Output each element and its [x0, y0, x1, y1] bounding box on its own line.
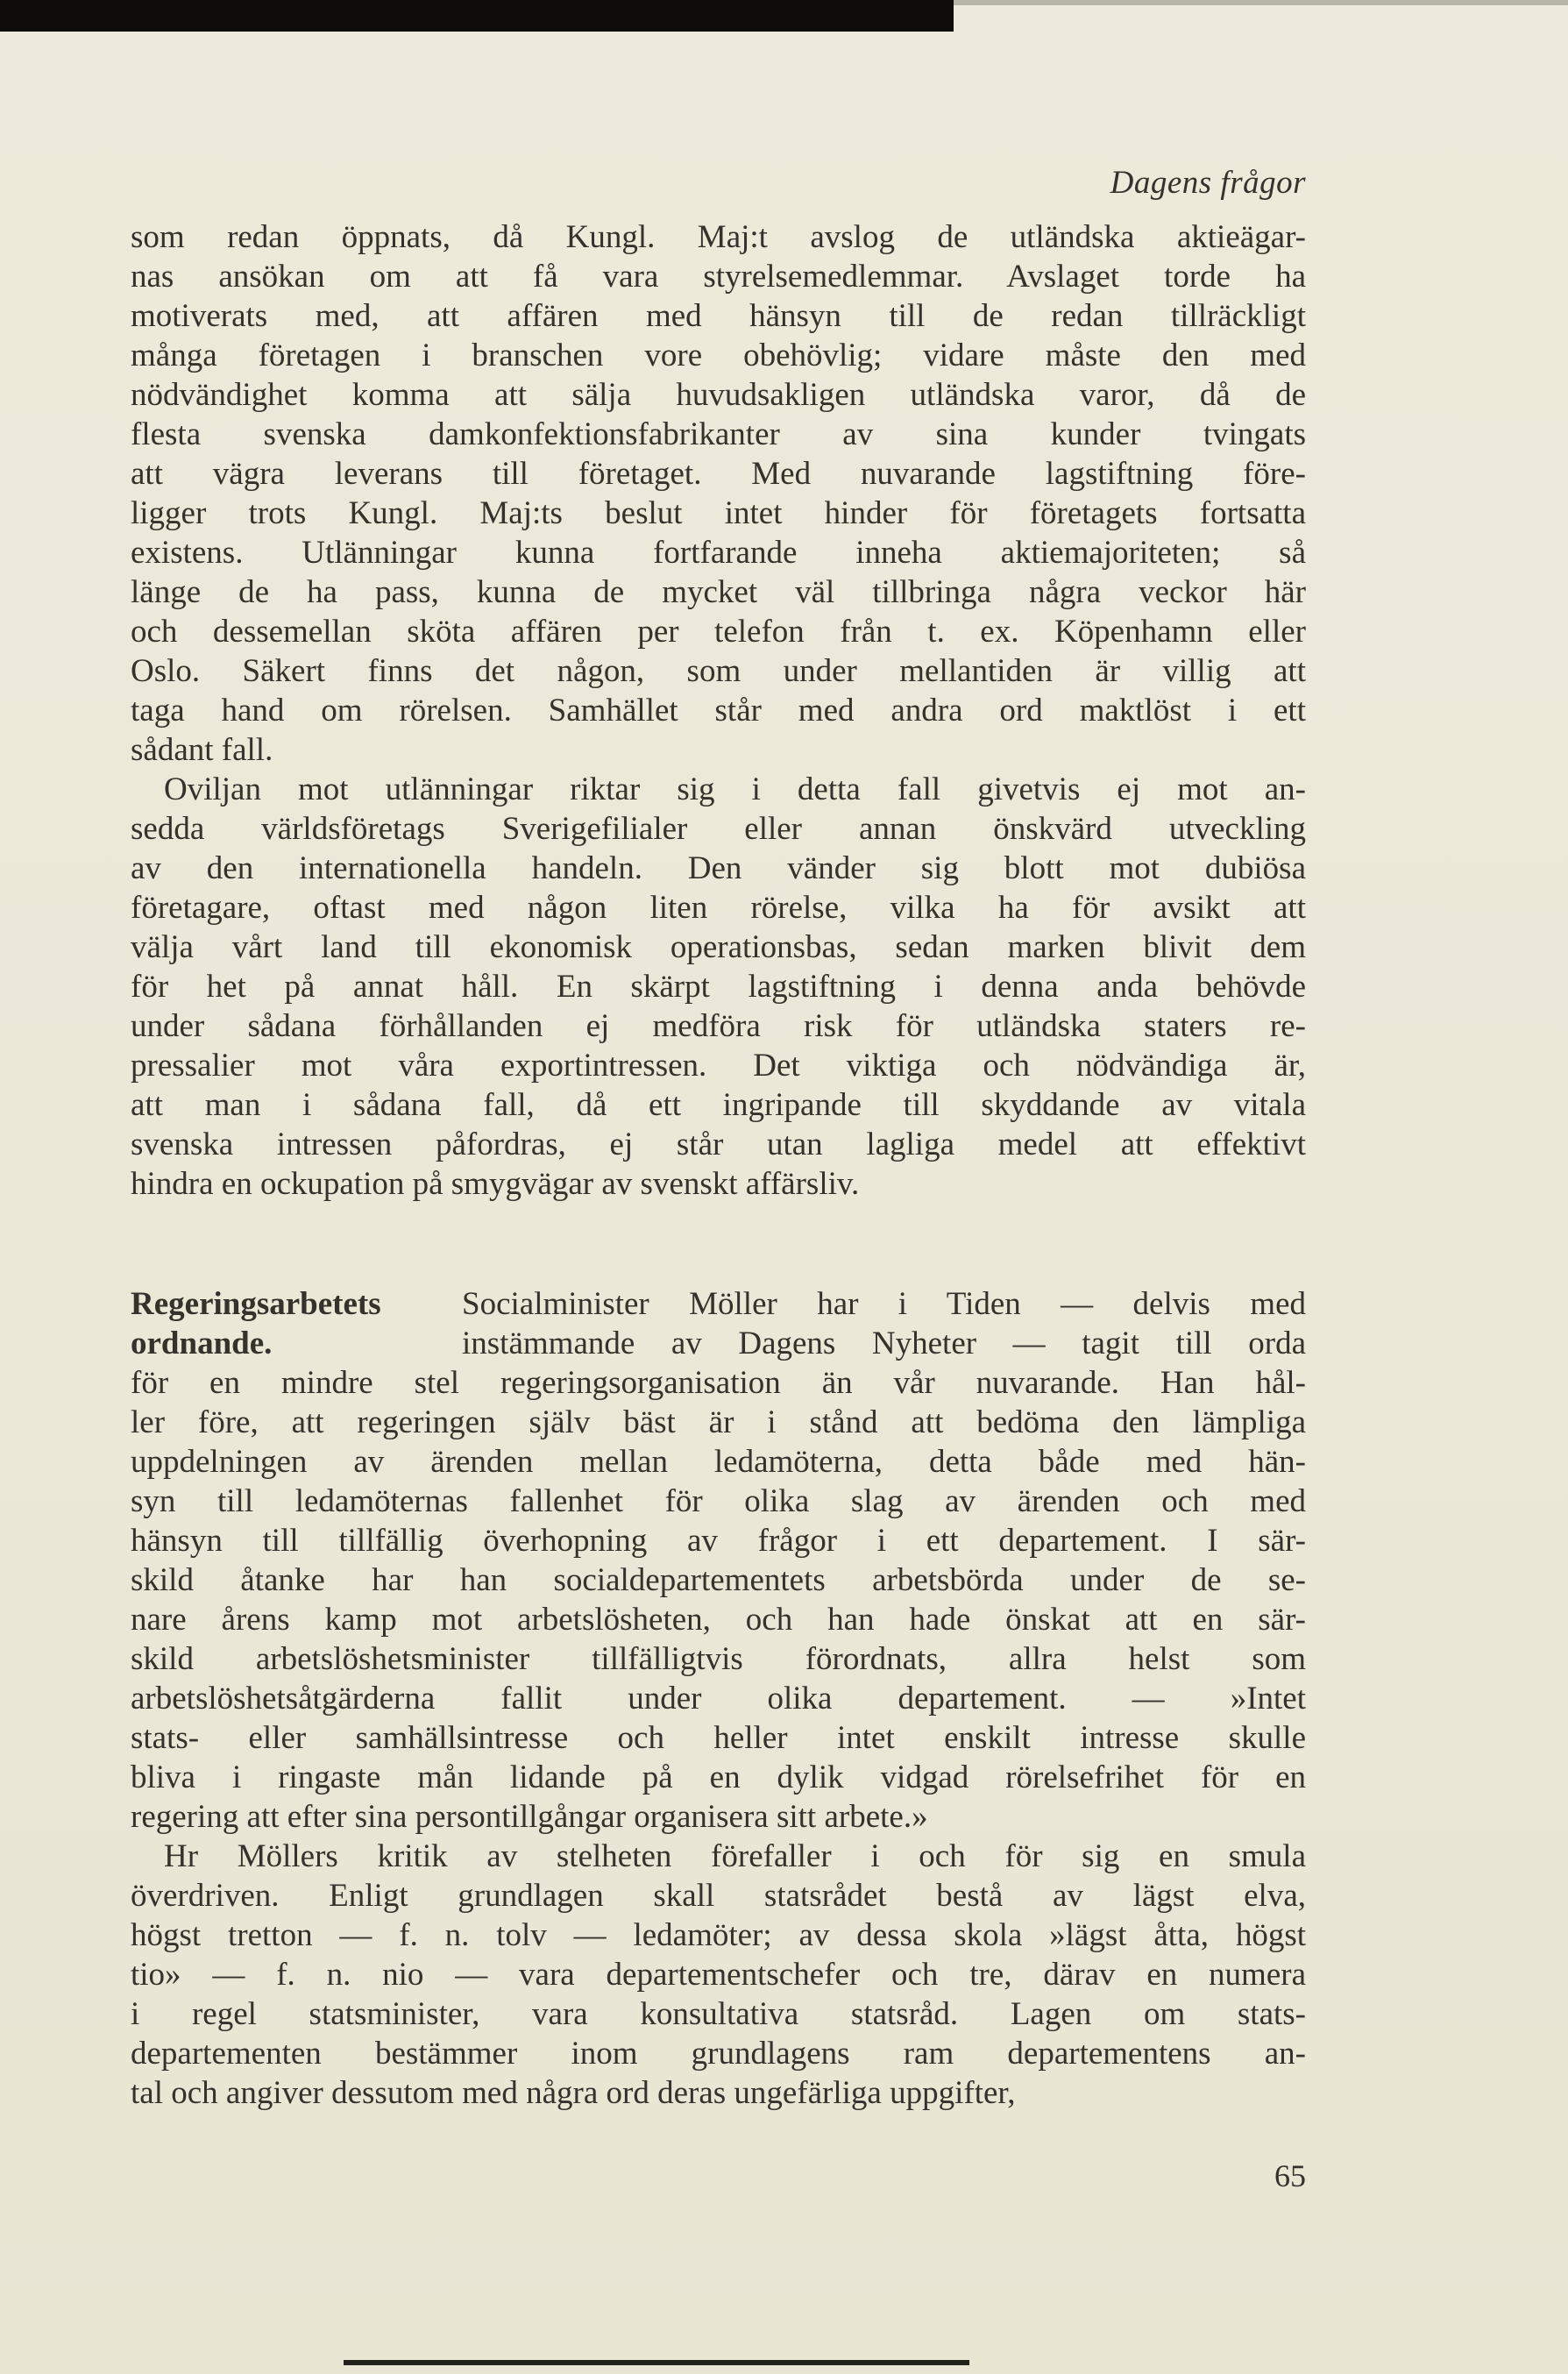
text-line: Hr Möllers kritik av stelheten förefaller i och för sig en smula	[164, 1838, 1306, 1874]
text-line: att vägra leverans till företaget. Med nuvarande lagstiftning före-	[131, 456, 1306, 492]
text-line: bliva i ringaste mån lidande på en dylik vidgad rörelsefrihet för en	[131, 1759, 1306, 1795]
text-line: tio» — f. n. nio — vara departementschefer och tre, därav en numera	[131, 1957, 1306, 1993]
scan-artifact-bottom	[344, 2360, 969, 2365]
section-heading-line: Regeringsarbetets	[131, 1286, 381, 1322]
text-line: uppdelningen av ärenden mellan ledamöterna, detta både med hän-	[131, 1444, 1306, 1480]
text-line: för het på annat håll. En skärpt lagstiftning i denna anda behövde	[131, 969, 1306, 1005]
running-header: Dagens frågor	[1110, 165, 1306, 201]
text-line: företagare, oftast med någon liten rörelse, vilka ha för avsikt att	[131, 890, 1306, 926]
text-line: tal och angiver dessutom med några ord deras ungefärliga uppgifter,	[131, 2075, 1016, 2111]
text-line: och dessemellan sköta affären per telefon från t. ex. Köpenhamn eller	[131, 614, 1306, 650]
text-line: som redan öppnats, då Kungl. Maj:t avslog de utländska aktieägar-	[131, 219, 1306, 255]
text-line: högst tretton — f. n. tolv — ledamöter; av dessa skola »lägst åtta, högst	[131, 1917, 1306, 1953]
text-line: nas ansökan om att få vara styrelsemedlemmar. Avslaget torde ha	[131, 259, 1306, 295]
section-heading-line: ordnande.	[131, 1326, 273, 1361]
text-line: syn till ledamöternas fallenhet för olika slag av ärenden och med	[131, 1483, 1306, 1519]
paragraph-hr-mollers-kritik	[131, 1837, 1306, 2113]
text-line: sedda världsföretags Sverigefilialer eller annan önskvärd utveckling	[131, 811, 1306, 847]
text-line: många företagen i branschen vore obehövlig; vidare måste den med	[131, 338, 1306, 373]
page-number: 65	[1274, 2158, 1306, 2193]
text-line: pressalier mot våra exportintressen. Det viktiga och nödvändiga är,	[131, 1048, 1306, 1084]
text-line: länge de ha pass, kunna de mycket väl tillbringa några veckor här	[131, 574, 1306, 610]
section-heading	[131, 1284, 462, 1363]
page-content	[131, 163, 1306, 2196]
text-line: Oslo. Säkert finns det någon, som under mellantiden är villig att	[131, 653, 1306, 689]
text-line: regering att efter sina persontillgångar organisera sitt arbete.»	[131, 1799, 928, 1835]
text-line: i regel statsminister, vara konsultativa statsråd. Lagen om stats-	[131, 1996, 1306, 2032]
text-line: flesta svenska damkonfektionsfabrikanter av sina kunder tvingats	[131, 416, 1306, 452]
text-line: motiverats med, att affären med hänsyn till de redan tillräckligt	[131, 298, 1306, 334]
text-line: stats- eller samhällsintresse och heller intet enskilt intresse skulle	[131, 1720, 1306, 1756]
text-line: av den internationella handeln. Den vänder sig blott mot dubiösa	[131, 850, 1306, 886]
text-line: ler före, att regeringen själv bäst är i stånd att bedöma den lämpliga	[131, 1404, 1306, 1440]
scan-artifact-top	[0, 0, 954, 32]
text-line: under sådana förhållanden ej medföra risk för utländska staters re-	[131, 1008, 1306, 1044]
text-line: Socialminister Möller har i Tiden — delvis med	[462, 1286, 1306, 1322]
text-line: departementen bestämmer inom grundlagens ram departementens an-	[131, 2036, 1306, 2072]
text-line: välja vårt land till ekonomisk operationsbas, sedan marken blivit dem	[131, 929, 1306, 965]
text-line: instämmande av Dagens Nyheter — tagit till orda	[462, 1326, 1306, 1361]
text-line: hänsyn till tillfällig överhopning av frågor i ett departement. I sär-	[131, 1523, 1306, 1559]
text-line: sådant fall.	[131, 732, 273, 768]
text-line: Oviljan mot utlänningar riktar sig i detta fall givetvis ej mot an-	[164, 771, 1306, 807]
text-line: att man i sådana fall, då ett ingripande till skyddande av vitala	[131, 1087, 1306, 1123]
text-line: ligger trots Kungl. Maj:ts beslut intet hinder för företagets fortsatta	[131, 495, 1306, 531]
text-line: hindra en ockupation på smygvägar av svenskt affärsliv.	[131, 1166, 860, 1202]
text-line: existens. Utlänningar kunna fortfarande inneha aktiemajoriteten; så	[131, 535, 1306, 571]
paragraph-oviljan	[131, 770, 1306, 1204]
text-line: överdriven. Enligt grundlagen skall statsrådet bestå av lägst elva,	[131, 1878, 1306, 1914]
body-text	[131, 217, 1306, 2113]
text-line: arbetslöshetsåtgärderna fallit under olika departement. — »Intet	[131, 1681, 1306, 1717]
paragraph-aktiebolag	[131, 217, 1306, 770]
text-line: nare årens kamp mot arbetslösheten, och han hade önskat att en sär-	[131, 1602, 1306, 1638]
section-regeringsarbetets-ordnande	[131, 1284, 1306, 1837]
text-line: för en mindre stel regeringsorganisation än vår nuvarande. Han hål-	[131, 1365, 1306, 1401]
text-line: taga hand om rörelsen. Samhället står med andra ord maktlöst i ett	[131, 693, 1306, 729]
text-line: skild åtanke har han socialdepartementets arbetsbörda under de se-	[131, 1562, 1306, 1598]
text-line: svenska intressen påfordras, ej står utan lagliga medel att effektivt	[131, 1127, 1306, 1162]
text-line: nödvändighet komma att sälja huvudsakligen utländska varor, då de	[131, 377, 1306, 413]
text-line: skild arbetslöshetsminister tillfälligtvis förordnats, allra helst som	[131, 1641, 1306, 1677]
